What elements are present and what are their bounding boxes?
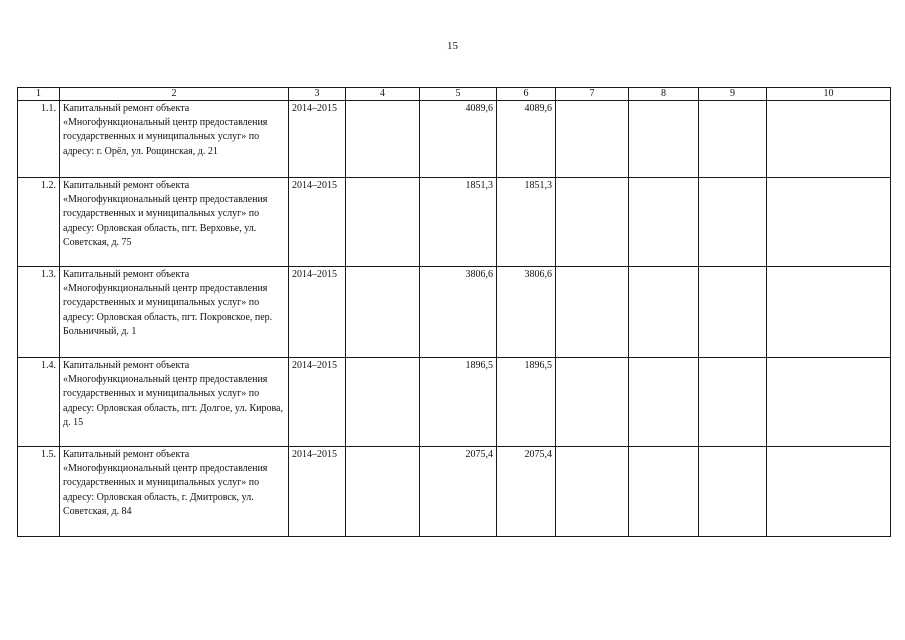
column-header: 10 xyxy=(767,88,891,101)
row-col-7 xyxy=(556,101,629,178)
row-period: 2014–2015 xyxy=(289,358,346,447)
row-col-10 xyxy=(767,447,891,537)
row-description: Капитальный ремонт объекта «Многофункциональный центр предоставления государственных и муниципальных услуг» по адресу: г. Орёл, ул. Рощинская, д. 21 xyxy=(60,101,289,178)
column-header: 8 xyxy=(629,88,699,101)
row-value-5: 1851,3 xyxy=(420,178,497,267)
column-header: 7 xyxy=(556,88,629,101)
row-description: Капитальный ремонт объекта «Многофункциональный центр предоставления государственных и муниципальных услуг» по адресу: Орловская область, пгт. Долгое, ул. Кирова, д. 15 xyxy=(60,358,289,447)
page-number: 15 xyxy=(447,40,458,52)
row-period: 2014–2015 xyxy=(289,447,346,537)
table-row xyxy=(18,447,891,537)
row-col-8 xyxy=(629,358,699,447)
row-number: 1.5. xyxy=(18,447,60,537)
row-value-6: 2075,4 xyxy=(497,447,556,537)
row-col-7 xyxy=(556,267,629,358)
row-col-9 xyxy=(699,178,767,267)
column-header: 1 xyxy=(18,88,60,101)
row-number: 1.3. xyxy=(18,267,60,358)
row-value-5: 4089,6 xyxy=(420,101,497,178)
row-col-7 xyxy=(556,178,629,267)
row-col-10 xyxy=(767,101,891,178)
table-row xyxy=(18,178,891,267)
row-period: 2014–2015 xyxy=(289,267,346,358)
row-description: Капитальный ремонт объекта «Многофункциональный центр предоставления государственных и муниципальных услуг» по адресу: Орловская область, пгт. Покровское, пер. Больничный, д. 1 xyxy=(60,267,289,358)
row-col-10 xyxy=(767,358,891,447)
table-row xyxy=(18,101,891,178)
column-header: 3 xyxy=(289,88,346,101)
table-row xyxy=(18,267,891,358)
table-header-row xyxy=(18,88,891,101)
row-col-10 xyxy=(767,178,891,267)
row-col-8 xyxy=(629,178,699,267)
row-col-9 xyxy=(699,447,767,537)
row-col-9 xyxy=(699,267,767,358)
table-row xyxy=(18,358,891,447)
row-value-5: 1896,5 xyxy=(420,358,497,447)
row-value-5: 2075,4 xyxy=(420,447,497,537)
row-col-4 xyxy=(346,101,420,178)
document-table xyxy=(17,87,891,537)
row-number: 1.2. xyxy=(18,178,60,267)
column-header: 2 xyxy=(60,88,289,101)
column-header: 6 xyxy=(497,88,556,101)
row-description: Капитальный ремонт объекта «Многофункциональный центр предоставления государственных и муниципальных услуг» по адресу: Орловская область, г. Дмитровск, ул. Советская, д. 84 xyxy=(60,447,289,537)
row-col-8 xyxy=(629,447,699,537)
row-value-6: 4089,6 xyxy=(497,101,556,178)
row-value-6: 1896,5 xyxy=(497,358,556,447)
row-col-7 xyxy=(556,358,629,447)
row-col-9 xyxy=(699,358,767,447)
row-col-9 xyxy=(699,101,767,178)
row-col-4 xyxy=(346,178,420,267)
row-col-7 xyxy=(556,447,629,537)
column-header: 4 xyxy=(346,88,420,101)
row-col-4 xyxy=(346,267,420,358)
column-header: 9 xyxy=(699,88,767,101)
row-col-8 xyxy=(629,267,699,358)
row-col-4 xyxy=(346,358,420,447)
row-number: 1.1. xyxy=(18,101,60,178)
row-description: Капитальный ремонт объекта «Многофункциональный центр предоставления государственных и муниципальных услуг» по адресу: Орловская область, пгт. Верховье, ул. Советская, д. 75 xyxy=(60,178,289,267)
column-header: 5 xyxy=(420,88,497,101)
row-value-6: 3806,6 xyxy=(497,267,556,358)
row-col-4 xyxy=(346,447,420,537)
row-period: 2014–2015 xyxy=(289,101,346,178)
row-value-6: 1851,3 xyxy=(497,178,556,267)
row-period: 2014–2015 xyxy=(289,178,346,267)
row-col-8 xyxy=(629,101,699,178)
row-value-5: 3806,6 xyxy=(420,267,497,358)
row-col-10 xyxy=(767,267,891,358)
row-number: 1.4. xyxy=(18,358,60,447)
